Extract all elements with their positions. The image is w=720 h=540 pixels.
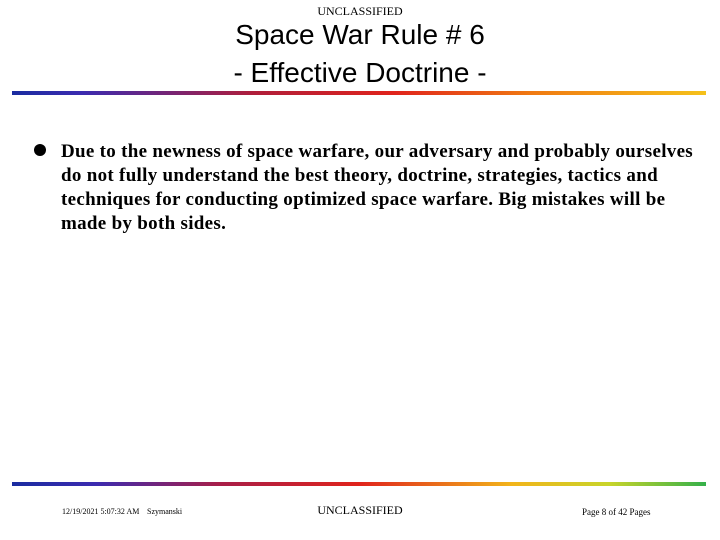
title-line-2: - Effective Doctrine - <box>233 57 487 88</box>
classification-header: UNCLASSIFIED <box>317 4 403 18</box>
page-number: Page 8 of 42 Pages <box>582 507 651 517</box>
slide-title <box>0 16 720 92</box>
bullet-dot-icon <box>34 144 46 156</box>
bullet-text: Due to the newness of space warfare, our adversary and probably ourselves do not fully understand the best theory, doctrine, strategies, tactics and techniques for conducting optimized space warfare. Big mistakes will be made by both sides. <box>61 141 693 234</box>
title-divider-rule <box>12 91 706 95</box>
title-line-1: Space War Rule # 6 <box>235 19 485 50</box>
footer-divider-rule <box>12 482 706 486</box>
footer-datetime: 12/19/2021 5:07:32 AM <box>62 507 140 516</box>
classification-footer: UNCLASSIFIED <box>317 503 403 517</box>
footer-author: Szymanski <box>147 507 183 516</box>
